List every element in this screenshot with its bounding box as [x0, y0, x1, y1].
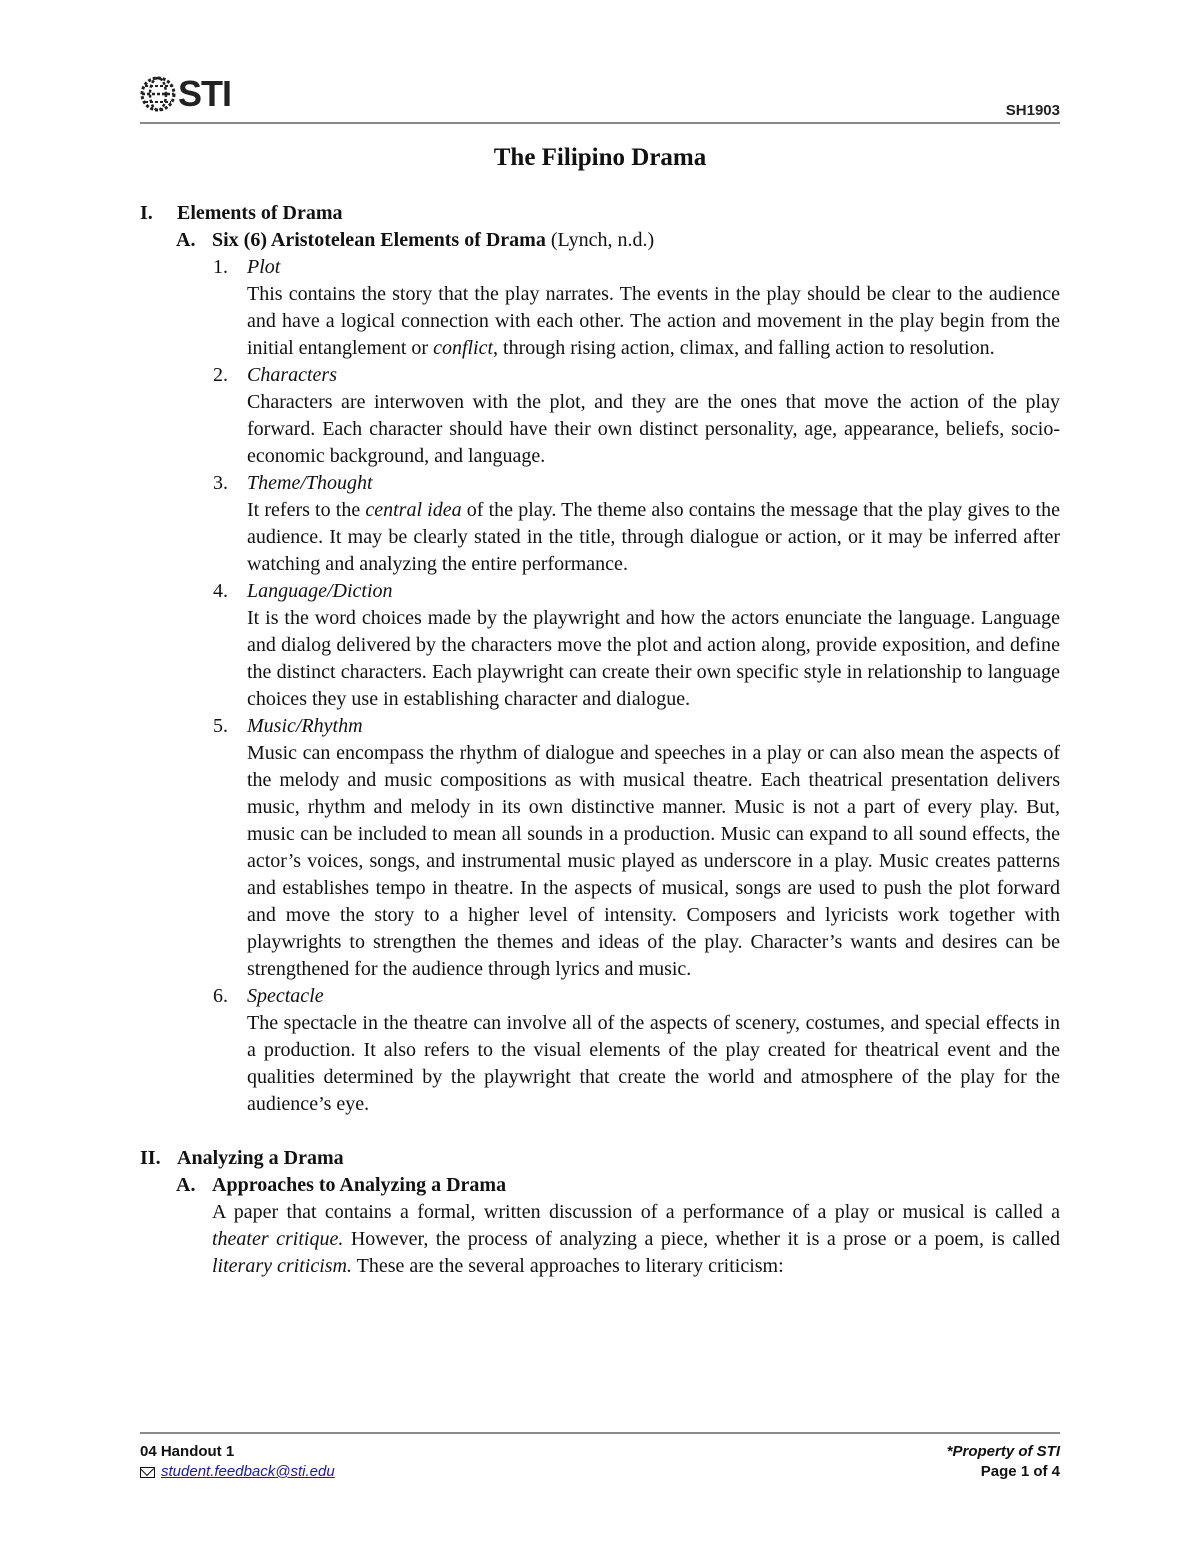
subsection-letter: A.	[176, 229, 196, 251]
item-number: 2.	[213, 364, 228, 386]
section-paragraph	[212, 1199, 1060, 1280]
section-number: II.	[140, 1147, 161, 1169]
footer-divider	[140, 1432, 1060, 1434]
item-paragraph	[247, 497, 1060, 578]
subsection-title	[212, 227, 1060, 254]
item-paragraph	[247, 281, 1060, 362]
item-number: 1.	[213, 256, 228, 278]
section-number: I.	[140, 202, 153, 224]
paragraph-emphasis: central idea	[365, 499, 462, 521]
list-item	[140, 578, 1060, 605]
page-number: Page 1 of 4	[980, 1463, 1060, 1480]
item-title: Theme/Thought	[247, 472, 373, 494]
handout-label: 04 Handout 1	[140, 1443, 235, 1460]
spacer	[140, 1118, 1060, 1145]
list-item	[140, 470, 1060, 497]
paragraph-text: of the play. The theme also contains the message that the play gives to the audience. It may be clearly stated in the title, through dialogue or action, or it may be inferred after watching and analyzing the entire performance.	[247, 499, 1060, 575]
header-divider	[140, 122, 1060, 124]
item-paragraph: It is the word choices made by the playwright and how the actors enunciate the language. Language and dialog delivered by the characters move the plot and action along, provide exposition, and define the distinct characters. Each playwright can create their own specific style in relationship to language choices they use in establishing character and dialogue.	[247, 607, 1060, 710]
section-title: Elements of Drama	[177, 202, 343, 224]
property-notice: *Property of STI	[946, 1443, 1060, 1460]
section-heading	[140, 1145, 1060, 1172]
paragraph-text: It refers to the	[247, 499, 366, 521]
list-item	[140, 254, 1060, 281]
paragraph-emphasis: conflict	[433, 337, 494, 359]
paragraph-text: However, the process of analyzing a piece, whether it is a prose or a poem, is called	[343, 1228, 1060, 1250]
logo-wordmark: STI	[178, 73, 232, 114]
feedback-contact	[140, 1462, 335, 1482]
item-title: Language/Diction	[247, 580, 393, 602]
paragraph-text: This contains the story that the play narrates. The events in the play should be clear to the audience and have a logical connection with each other. The action and movement in the play begin from the initial entanglement or	[247, 283, 1060, 359]
item-number: 4.	[213, 580, 228, 602]
item-paragraph: Music can encompass the rhythm of dialogue and speeches in a play or can also mean the aspects of the melody and music compositions as with musical theatre. Each theatrical presentation delivers music, rhythm and melody in its own distinctive manner. Music is not a part of every play. But, music can be included to mean all sounds in a production. Music can expand to all sound effects, the actor’s voices, songs, and instrumental music played as underscore in a play. Music creates patterns and establishes tempo in theatre. In the aspects of musical, songs are used to push the plot forward and move the story to a higher level of intensity. Composers and lyricists work together with playwrights to strengthen the themes and ideas of the play. Character’s wants and desires can be strengthened for the audience through lyrics and music.	[247, 742, 1060, 980]
subsection-letter: A.	[176, 1174, 196, 1196]
page-title: The Filipino Drama	[493, 144, 707, 171]
footer-left	[140, 1442, 335, 1482]
item-title: Spectacle	[247, 985, 324, 1007]
document-code: SH1903	[1005, 102, 1060, 119]
item-title: Music/Rhythm	[247, 715, 363, 737]
item-title: Plot	[247, 256, 281, 278]
feedback-email-link[interactable]: student.feedback@sti.edu	[161, 1463, 335, 1480]
list-item	[140, 362, 1060, 389]
subsection-title-bold: Approaches to Analyzing a Drama	[212, 1174, 507, 1196]
subsection-title-bold: Six (6) Aristotelean Elements of Drama	[212, 229, 546, 251]
subsection-citation: (Lynch, n.d.)	[545, 229, 655, 251]
sti-logo	[140, 74, 231, 114]
item-number: 5.	[213, 715, 228, 737]
item-number: 6.	[213, 985, 228, 1007]
paragraph-text: A paper that contains a formal, written discussion of a performance of a play or musical is called a	[212, 1201, 1060, 1223]
subsection-heading	[140, 1172, 1060, 1199]
paragraph-text: These are the several approaches to literary criticism:	[351, 1255, 784, 1277]
section-title: Analyzing a Drama	[177, 1147, 344, 1169]
paragraph-emphasis: theater critique.	[212, 1228, 344, 1250]
item-paragraph: Characters are interwoven with the plot, and they are the ones that move the action of the play forward. Each character should have their own distinct personality, age, appearance, beliefs, socio-economic background, and language.	[247, 391, 1060, 467]
section-heading	[140, 200, 1060, 227]
page-header	[140, 74, 1060, 126]
footer-right	[947, 1442, 1060, 1482]
paragraph-emphasis: literary criticism.	[212, 1255, 352, 1277]
document-body	[140, 200, 1060, 1280]
item-paragraph: The spectacle in the theatre can involve all of the aspects of scenery, costumes, and special effects in a production. It also refers to the visual elements of the play created for theatrical event and the qualities determined by the playwright that create the world and atmosphere of the play for the audience’s eye.	[247, 1012, 1060, 1115]
item-title: Characters	[247, 364, 337, 386]
paragraph-text: , through rising action, climax, and falling action to resolution.	[493, 337, 995, 359]
envelope-icon	[140, 1467, 155, 1478]
subsection-title	[212, 1172, 1060, 1199]
list-item	[140, 713, 1060, 740]
globe-icon	[140, 76, 176, 112]
subsection-heading	[140, 227, 1060, 254]
item-number: 3.	[213, 472, 228, 494]
list-item	[140, 983, 1060, 1010]
